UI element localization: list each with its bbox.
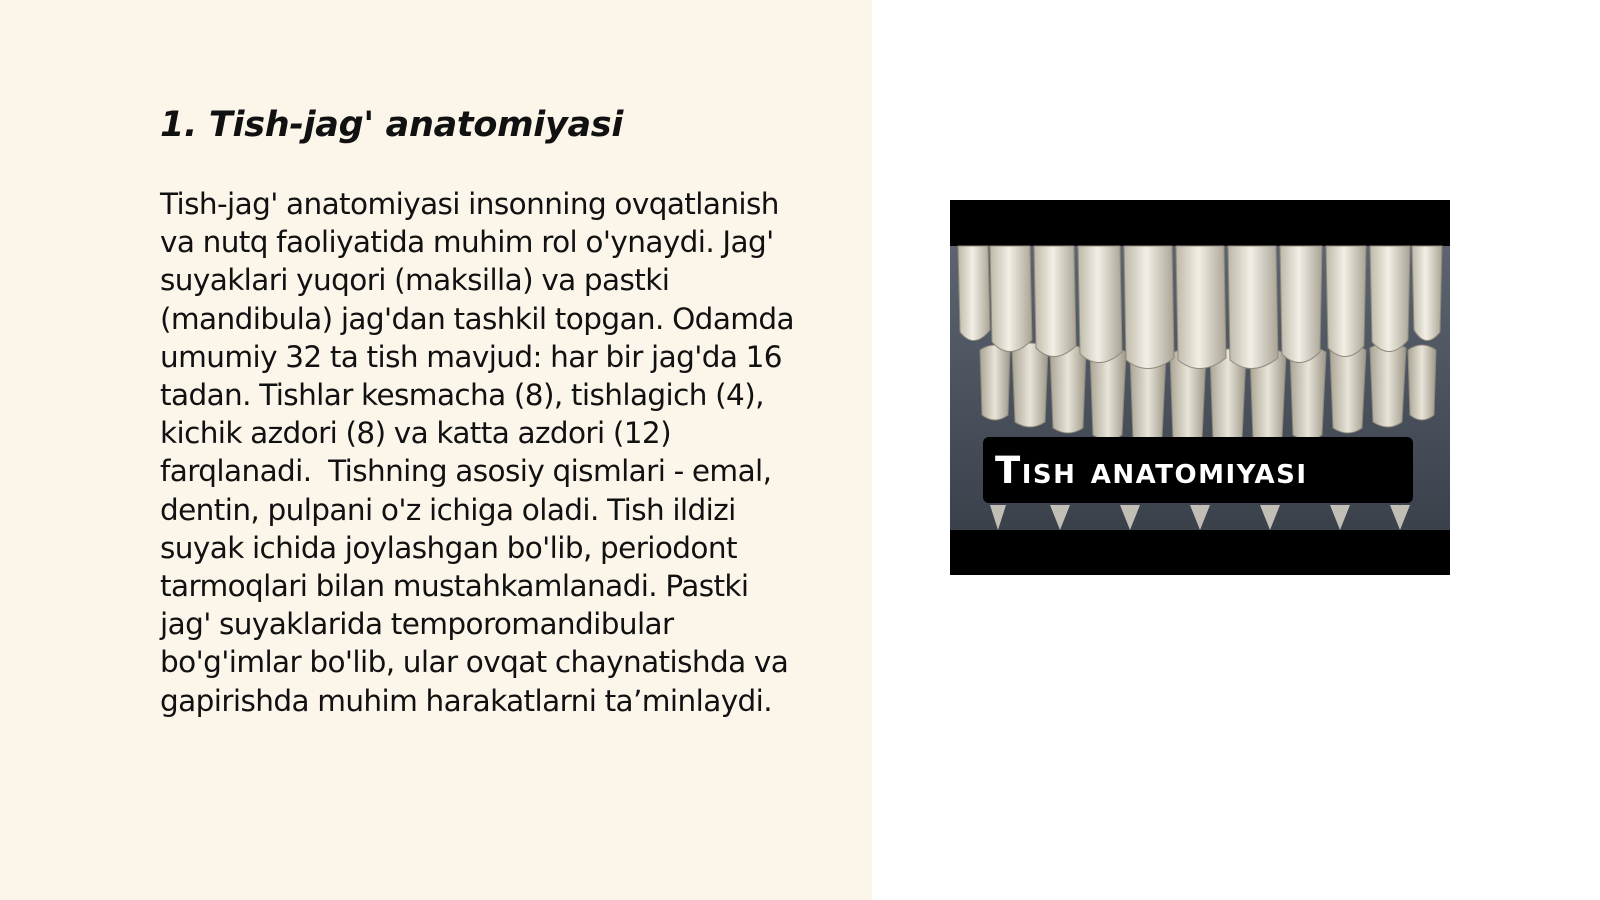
body-line: suyak ichida joylashgan bo'lib, periodont (160, 530, 737, 565)
teeth-illustration-icon (950, 200, 1450, 575)
teeth-image (950, 200, 1450, 575)
image-caption: Tish anatomiyasi (995, 448, 1308, 492)
body-line: dentin, pulpani o'z ichiga oladi. Tish ildizi (160, 492, 736, 527)
image-caption-box (983, 437, 1413, 503)
body-line: bo'g'imlar bo'lib, ular ovqat chaynatishda va (160, 645, 789, 680)
slide-body-text (160, 185, 840, 720)
body-line: suyaklari yuqori (maksilla) va pastki (160, 263, 670, 298)
body-line: (mandibula) jag'dan tashkil topgan. Odamda (160, 301, 795, 336)
body-line: kichik azdori (8) va katta azdori (12) (160, 416, 671, 451)
body-line: tarmoqlari bilan mustahkamlanadi. Pastki (160, 569, 749, 604)
body-line: umumiy 32 ta tish mavjud: har bir jag'da 16 (160, 339, 782, 374)
body-line: Tish-jag' anatomiyasi insonning ovqatlanish (160, 187, 779, 221)
body-line: jag' suyaklarida temporomandibular (160, 607, 674, 642)
slide-title: 1. Tish-jag' anatomiyasi (160, 105, 624, 145)
body-line: farqlanadi. Tishning asosiy qismlari - emal, (160, 454, 772, 489)
body-line: va nutq faoliyatida muhim rol o'ynaydi. Jag' (160, 225, 774, 260)
body-line: gapirishda muhim harakatlarni ta’minlaydi. (160, 683, 773, 718)
body-line: tadan. Tishlar kesmacha (8), tishlagich (4), (160, 378, 764, 413)
